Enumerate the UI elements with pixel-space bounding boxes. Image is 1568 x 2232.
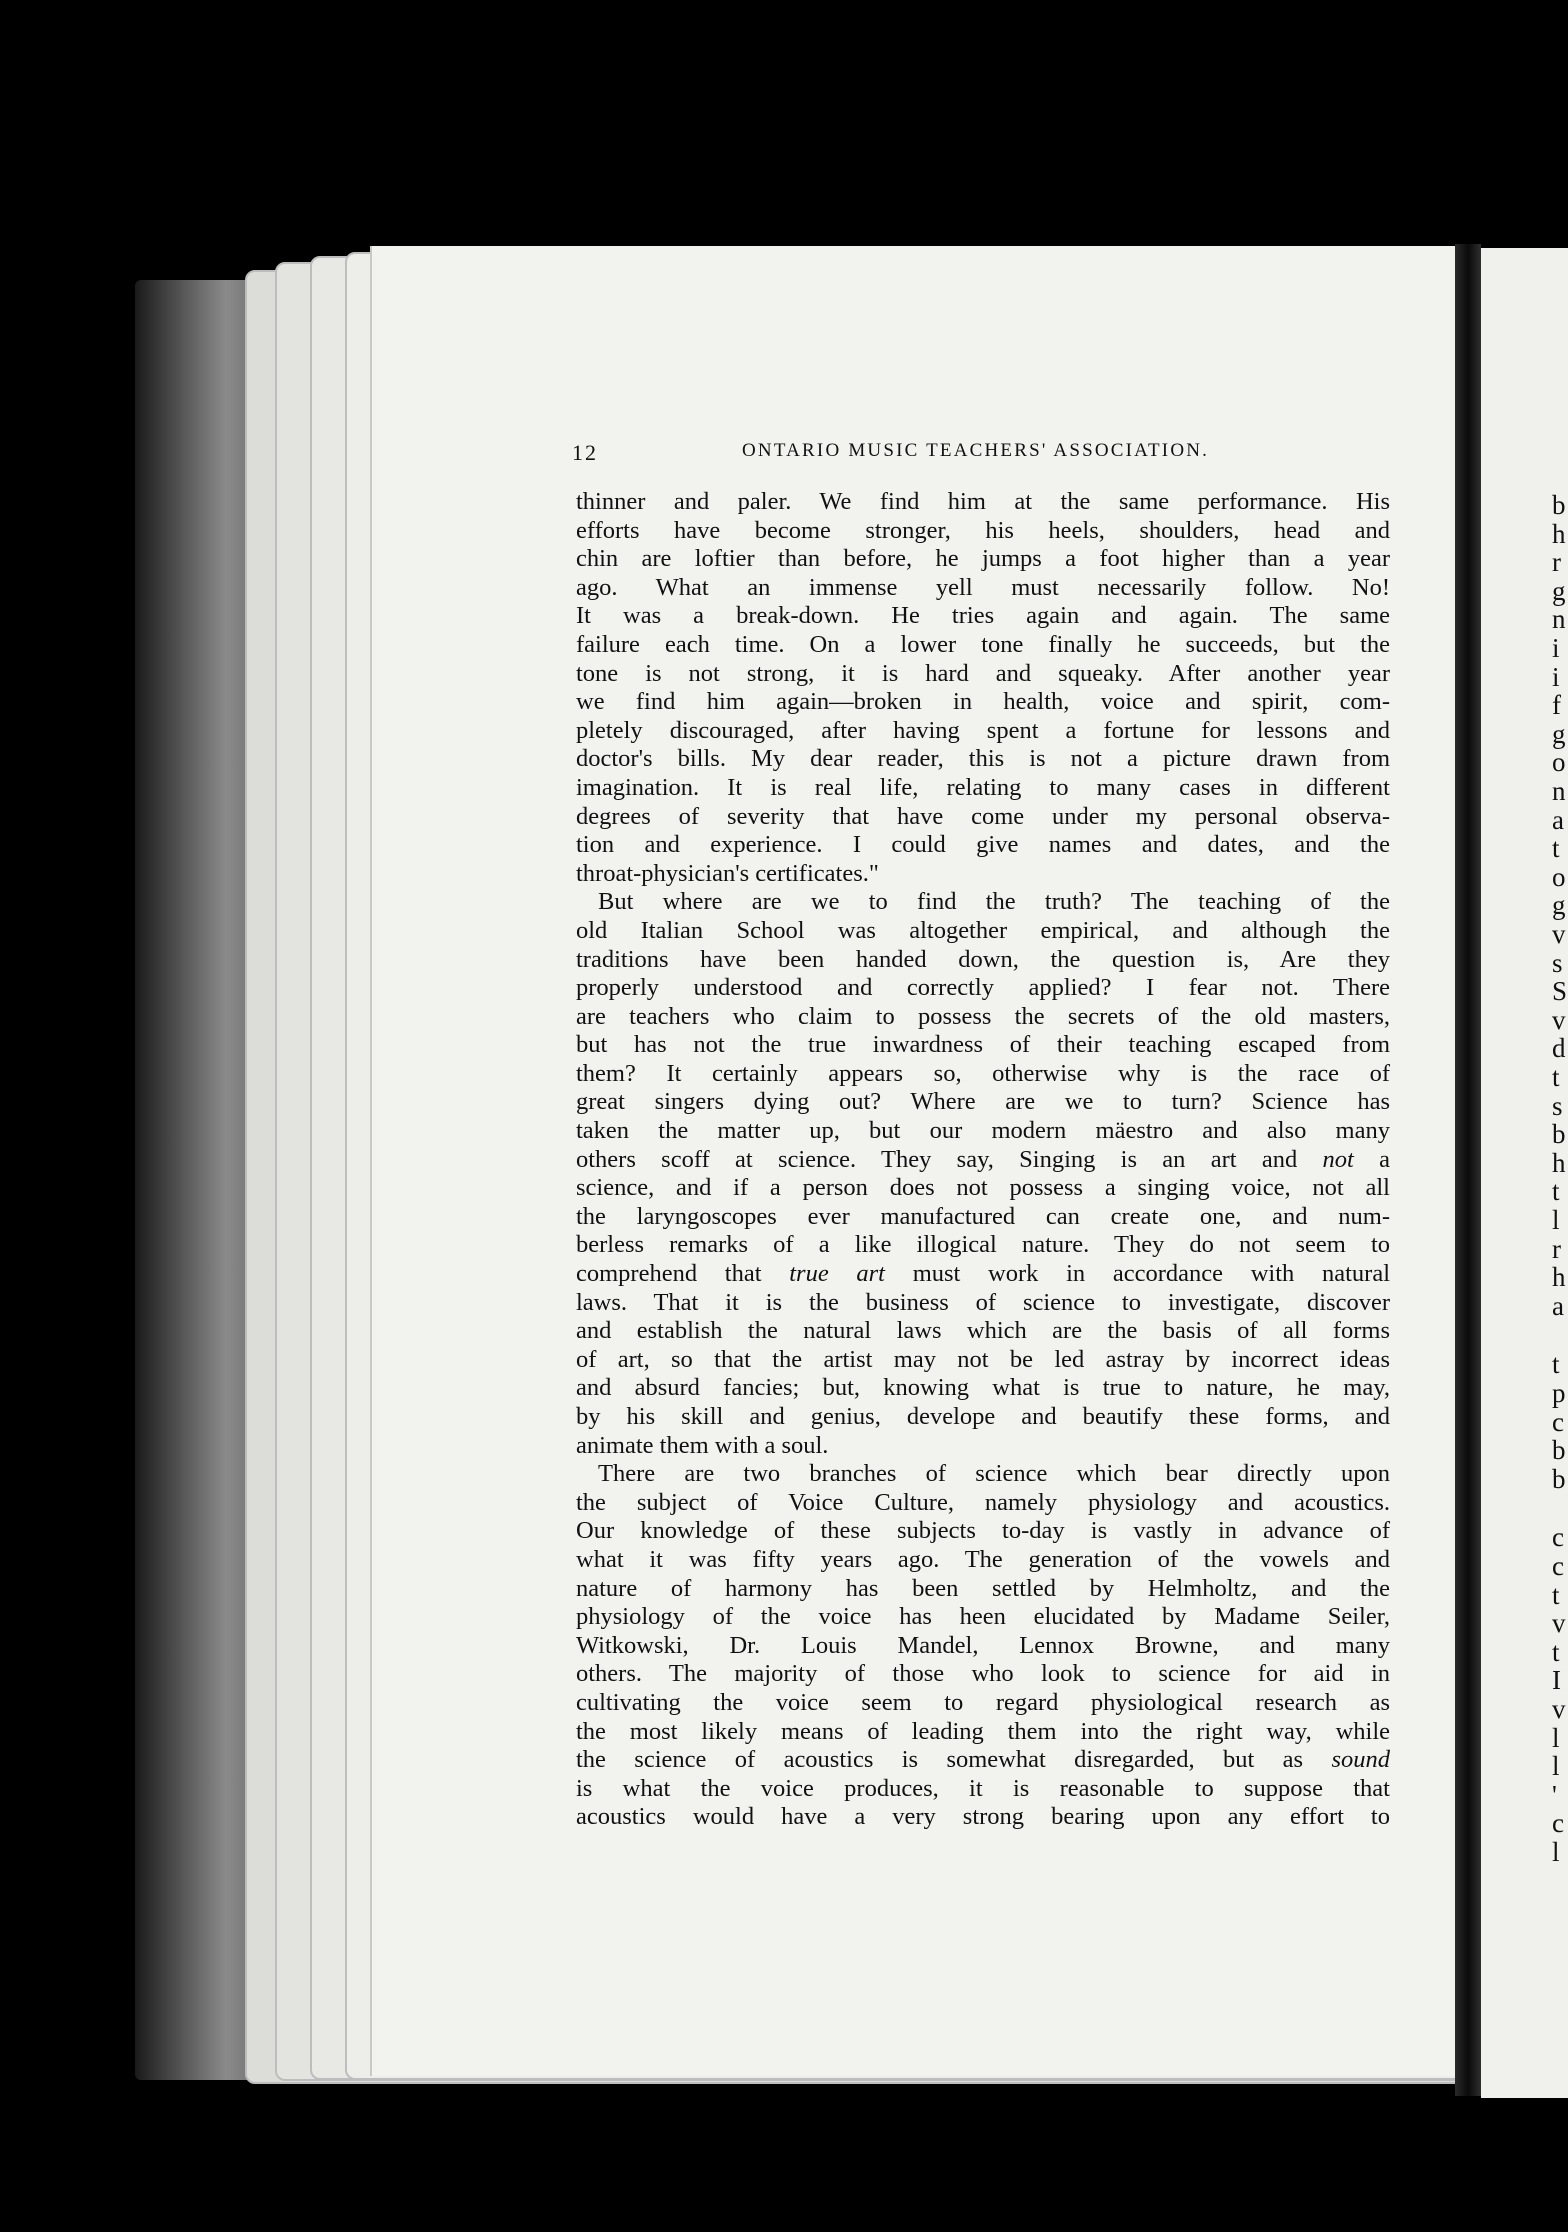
facing-page-letter: I — [1552, 1665, 1561, 1696]
facing-page-letter: ' — [1552, 1779, 1557, 1810]
facing-page-letter: h — [1552, 518, 1566, 549]
text-line: of art, so that the artist may not be led astray by incorrect ideas — [576, 1345, 1390, 1373]
text-line: tion and experience. I could give names and dates, and the — [576, 831, 1390, 859]
text-line: throat-physician's certificates." — [576, 859, 879, 887]
facing-page-letter: d — [1552, 1033, 1566, 1064]
text-line: traditions have been handed down, the question is, Are they — [576, 945, 1390, 973]
text-line: and establish the natural laws which are the basis of all forms — [576, 1317, 1390, 1345]
facing-page-letter: f — [1552, 690, 1561, 721]
text-line: chin are loftier than before, he jumps a foot higher than a year — [576, 545, 1390, 573]
facing-page-letter: b — [1552, 1463, 1566, 1494]
facing-page-letter: o — [1552, 747, 1566, 778]
facing-page-letter: r — [1552, 547, 1561, 578]
text-line: and absurd fancies; but, knowing what is true to nature, he may, — [576, 1374, 1390, 1402]
facing-page-letter: b — [1552, 1119, 1566, 1150]
facing-page-letter: h — [1552, 1147, 1566, 1178]
facing-page-letter: t — [1552, 1636, 1560, 1667]
italic-word: sound — [1331, 1746, 1390, 1774]
text-line: laws. That it is the business of science to investigate, discover — [576, 1288, 1390, 1316]
facing-page-letter: t — [1552, 1062, 1560, 1092]
facing-page-letter: g — [1552, 718, 1566, 749]
facing-page-letter: t — [1552, 833, 1560, 864]
facing-page-letter: v — [1552, 1694, 1566, 1724]
text-line: acoustics would have a very strong bearing upon any effort to — [576, 1803, 1390, 1831]
facing-page-letter: c — [1552, 1808, 1564, 1839]
facing-page-letter: b — [1552, 1435, 1566, 1466]
facing-page-letter: v — [1552, 919, 1566, 949]
page-number: 12 — [572, 440, 598, 465]
text-line: the most likely means of leading them into the right way, while — [576, 1717, 1390, 1745]
body-text — [576, 488, 1390, 1832]
text-fragment: must work in accordance with natural — [885, 1260, 1390, 1288]
facing-page-letter: i — [1552, 633, 1560, 663]
text-line — [576, 1746, 1390, 1775]
facing-page-letter: s — [1552, 947, 1563, 978]
facing-page-letter: h — [1552, 1262, 1566, 1293]
text-line — [576, 1146, 1390, 1175]
facing-page-letter: v — [1552, 1608, 1566, 1639]
text-fragment: the science of acoustics is somewhat disregarded, but as — [576, 1746, 1332, 1774]
text-fragment: comprehend that — [576, 1260, 790, 1288]
facing-page-letter: g — [1552, 890, 1566, 921]
facing-page-letter: r — [1552, 1233, 1561, 1264]
text-line: cultivating the voice seem to regard physiological research as — [576, 1688, 1390, 1716]
text-line: doctor's bills. My dear reader, this is not a picture drawn from — [576, 745, 1390, 773]
facing-page-letter: l — [1552, 1722, 1560, 1753]
text-line: the subject of Voice Culture, namely physiology and acoustics. — [576, 1488, 1390, 1516]
text-line: efforts have become stronger, his heels, shoulders, head and — [576, 516, 1390, 544]
facing-page-letter: b — [1552, 490, 1566, 520]
facing-page-letter: g — [1552, 575, 1566, 606]
facing-page-letter: v — [1552, 1004, 1566, 1035]
text-line: It was a break-down. He tries again and again. The same — [576, 602, 1390, 630]
facing-page-letter: n — [1552, 604, 1566, 635]
text-fragment: others scoff at science. They say, Singing is an art and — [576, 1145, 1323, 1173]
italic-word: true art — [789, 1260, 885, 1288]
text-line: is what the voice produces, it is reasonable to suppose that — [576, 1774, 1390, 1802]
facing-page-letter: i — [1552, 661, 1560, 692]
text-line: the laryngoscopes ever manufactured can create one, and num- — [576, 1202, 1390, 1230]
text-line: taken the matter up, but our modern mäestro and also many — [576, 1117, 1390, 1145]
text-line: nature of harmony has been settled by Helmholtz, and the — [576, 1574, 1390, 1602]
text-line: thinner and paler. We find him at the same performance. His — [576, 488, 1390, 515]
facing-page-letter: l — [1552, 1837, 1560, 1867]
facing-page-letter: l — [1552, 1205, 1560, 1235]
facing-page-letter: S — [1552, 976, 1568, 1007]
text-line: properly understood and correctly applied? I fear not. There — [576, 974, 1390, 1002]
text-line: degrees of severity that have come under my personal observa- — [576, 802, 1390, 830]
facing-page-letter: c — [1552, 1522, 1564, 1553]
text-line: Witkowski, Dr. Louis Mandel, Lennox Browne, and many — [576, 1631, 1390, 1659]
facing-page-letter: a — [1552, 1290, 1564, 1321]
text-line: great singers dying out? Where are we to turn? Science has — [576, 1088, 1390, 1116]
facing-page-letter: c — [1552, 1551, 1564, 1581]
facing-page-letter: c — [1552, 1406, 1564, 1437]
text-line: others. The majority of those who look to science for aid in — [576, 1660, 1390, 1688]
text-line — [576, 1260, 1390, 1289]
book-gutter — [1455, 244, 1481, 2096]
facing-page-letter: s — [1552, 1090, 1563, 1121]
text-line: physiology of the voice has heen elucidated by Madame Seiler, — [576, 1603, 1390, 1631]
facing-page-letter: a — [1552, 804, 1564, 835]
facing-page-letter: t — [1552, 1349, 1560, 1380]
facing-page-letter: p — [1552, 1378, 1566, 1408]
text-line: science, and if a person does not possess a singing voice, not all — [576, 1174, 1390, 1202]
text-line: them? It certainly appears so, otherwise why is the race of — [576, 1059, 1390, 1087]
facing-page-letter: t — [1552, 1176, 1560, 1207]
text-line: ago. What an immense yell must necessarily follow. No! — [576, 573, 1390, 601]
text-line: old Italian School was altogether empirical, and although the — [576, 916, 1390, 944]
facing-page-letter: t — [1552, 1579, 1560, 1610]
text-line: what it was fifty years ago. The generation of the vowels and — [576, 1545, 1390, 1573]
running-title: ONTARIO MUSIC TEACHERS' ASSOCIATION. — [742, 440, 1210, 461]
text-line: pletely discouraged, after having spent a fortune for lessons and — [576, 716, 1390, 744]
text-line: berless remarks of a like illogical nature. They do not seem to — [576, 1231, 1390, 1259]
text-line: Our knowledge of these subjects to-day is vastly in advance of — [576, 1517, 1390, 1545]
text-line: But where are we to find the truth? The teaching of the — [598, 888, 1390, 916]
text-line: There are two branches of science which bear directly upon — [598, 1460, 1390, 1488]
text-line: animate them with a soul. — [576, 1431, 829, 1459]
text-line: tone is not strong, it is hard and squeaky. After another year — [576, 659, 1390, 687]
text-fragment: a — [1353, 1145, 1391, 1173]
facing-page-letter: n — [1552, 776, 1566, 806]
text-line: by his skill and genius, develope and beautify these forms, and — [576, 1403, 1390, 1430]
facing-page-letter: l — [1552, 1751, 1560, 1782]
text-line: we find him again—broken in health, voice and spirit, com- — [576, 688, 1390, 716]
text-line: are teachers who claim to possess the secrets of the old masters, — [576, 1002, 1390, 1030]
text-line: but has not the true inwardness of their teaching escaped from — [576, 1031, 1390, 1059]
facing-page-letter: o — [1552, 861, 1566, 892]
italic-word: not — [1322, 1145, 1354, 1173]
text-line: imagination. It is real life, relating to many cases in different — [576, 773, 1390, 801]
text-line: failure each time. On a lower tone finally he succeeds, but the — [576, 630, 1390, 658]
